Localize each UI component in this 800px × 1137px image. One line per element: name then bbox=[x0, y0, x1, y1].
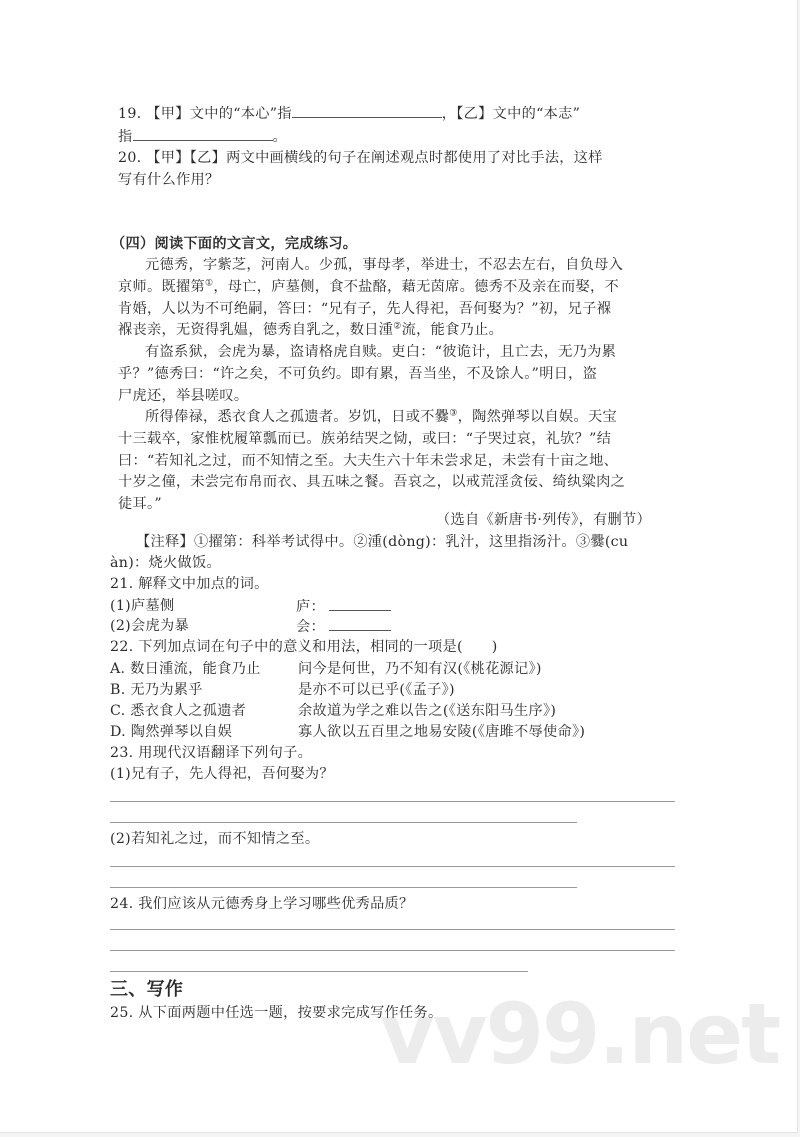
q22-option-a-right: 问今是何世，乃不知有汉(《桃花源记》) bbox=[298, 661, 542, 677]
q21-item-2-phrase: (2)会虎为暴 bbox=[110, 618, 189, 634]
q24-answer-line-3[interactable] bbox=[110, 971, 528, 972]
section-4-heading: （四）阅读下面的文言文，完成练习。 bbox=[111, 236, 358, 252]
q23-answer-line-1b[interactable] bbox=[110, 822, 577, 823]
q21-item-1-phrase: (1)庐墓侧 bbox=[110, 598, 175, 614]
q23-sentence-1: (1)兄有子，先人得祀，吾何娶为？ bbox=[110, 766, 334, 782]
q24-answer-line-1[interactable] bbox=[110, 929, 675, 930]
p1-l4-a: 褓丧亲，无资得乳媪，德秀自乳之，数日湩 bbox=[118, 322, 394, 338]
notes-line1: 【注释】①擢第：科举考试得中。②湩(dòng)：乳汁，这里指汤汁。③爨(cu bbox=[136, 534, 629, 550]
footnote-marker-3: ③ bbox=[449, 408, 458, 419]
passage-p3-line4: 十岁之僮，未尝完布帛而衣、具五味之餐。吾哀之，以戒荒淫贪佞、绮纨粱肉之 bbox=[118, 474, 626, 490]
q23-sentence-2: (2)若知礼之过，而不知情之至。 bbox=[110, 831, 320, 847]
passage-p1-line2 bbox=[118, 277, 619, 297]
q23-answer-line-1a[interactable] bbox=[110, 801, 675, 802]
p1-l4-b: 流，能食乃止。 bbox=[401, 322, 504, 338]
passage-p3-line2: 十三载卒，家惟枕履箪瓢而已。族弟结哭之恸，或曰：“子哭过哀，礼欤？”结 bbox=[118, 431, 612, 447]
q21-item-1 bbox=[296, 596, 391, 617]
question-25-stem: 25. 从下面两题中任选一题，按要求完成写作任务。 bbox=[110, 1005, 443, 1021]
passage-p1-line4 bbox=[118, 320, 503, 340]
p1-l2-b: ，母亡，庐墓侧，食不盐酪，藉无茵席。德秀不及亲在而娶，不 bbox=[213, 279, 619, 295]
question-20-line2: 写有什么作用？ bbox=[118, 172, 220, 188]
q23-answer-line-2a[interactable] bbox=[110, 866, 675, 867]
passage-p2-line2: 乎？”德秀曰：“许之矣，不可负约。即有累，吾当坐，不及馀人。”明日，盗 bbox=[118, 366, 598, 382]
watermark: vv99.net bbox=[380, 985, 780, 1083]
q21-item-2-word: 会： bbox=[296, 619, 325, 635]
p1-l2-a: 京师。既擢第 bbox=[118, 279, 205, 295]
passage-p2-line1: 有盗系狱，会虎为暴，盗请格虎自赎。吏白：“彼诡计，且亡去，无乃为累 bbox=[145, 344, 617, 360]
notes-line2: àn)：烧火做饭。 bbox=[110, 555, 221, 571]
q22-option-d-right: 寡人欲以五百里之地易安陵(《唐雎不辱使命》) bbox=[298, 724, 586, 740]
footnote-marker-2: ② bbox=[393, 321, 402, 332]
q24-answer-line-2[interactable] bbox=[110, 950, 675, 951]
q19-text-a: 19. 【甲】文中的“本心”指 bbox=[118, 106, 292, 122]
question-20-line1: 20. 【甲】【乙】两文中画横线的句子在阐述观点时都使用了对比手法，这样 bbox=[118, 150, 603, 166]
q22-option-a-left[interactable]: A. 数日湩流，能食乃止 bbox=[110, 661, 261, 677]
q22-option-b-left[interactable]: B. 无乃为累乎 bbox=[110, 682, 203, 698]
question-23-stem: 23. 用现代汉语翻译下列句子。 bbox=[110, 745, 313, 761]
passage-source: （选自《新唐书·列传》，有删节） bbox=[436, 512, 652, 528]
q19-text-c: 指 bbox=[118, 129, 133, 145]
question-24-stem: 24. 我们应该从元德秀身上学习哪些优秀品质？ bbox=[110, 896, 414, 912]
passage-p3-line1 bbox=[145, 407, 617, 427]
footnote-marker-1: ① bbox=[204, 278, 214, 289]
question-19-line1 bbox=[118, 103, 580, 124]
question-21-stem: 21. 解释文中加点的词。 bbox=[110, 576, 269, 592]
q22-option-b-right: 是亦不可以已乎(《孟子》) bbox=[298, 682, 455, 698]
q22-option-c-left[interactable]: C. 悉衣食人之孤遗者 bbox=[110, 703, 247, 719]
q21-answer-blank-1[interactable] bbox=[329, 596, 391, 611]
section-3-heading: 三、写作 bbox=[110, 979, 184, 1000]
q19-text-b: ，【乙】文中的“本志” bbox=[441, 106, 581, 122]
q23-answer-line-2b[interactable] bbox=[110, 887, 577, 888]
question-22-stem: 22. 下列加点词在句子中的意义和用法，相同的一项是( ) bbox=[110, 639, 498, 655]
passage-p3-line5: 徒耳。” bbox=[118, 496, 162, 512]
passage-p1-line3: 肯婚，人以为不可绝嗣，答曰：“兄有子，先人得祀，吾何娶为？”初，兄子褓 bbox=[118, 301, 612, 317]
p3-l1-b: ，陶然弹琴以自娱。天宝 bbox=[457, 409, 617, 425]
p3-l1-a: 所得俸禄，悉衣食人之孤遗者。岁饥，日或不爨 bbox=[145, 409, 450, 425]
question-19-line2 bbox=[118, 126, 287, 147]
passage-p1-line1: 元德秀，字紫芝，河南人。少孤，事母孝，举进士，不忍去左右，自负母入 bbox=[145, 257, 624, 273]
q21-item-1-word: 庐： bbox=[296, 599, 325, 615]
q22-option-c-right: 余故道为学之难以告之(《送东阳马生序》) bbox=[298, 703, 557, 719]
q19-answer-blank-2[interactable] bbox=[133, 126, 273, 141]
q21-item-2 bbox=[296, 616, 391, 637]
q19-answer-blank-1[interactable] bbox=[292, 103, 442, 118]
passage-p2-line3: 尸虎还，举县嗟叹。 bbox=[118, 388, 249, 404]
passage-p3-line3: 曰：“若知礼之过，而不知情之至。大夫生六十年未尝求足，未尝有十亩之地、 bbox=[118, 453, 619, 469]
q22-option-d-left[interactable]: D. 陶然弹琴以自娱 bbox=[110, 724, 233, 740]
q19-text-d: 。 bbox=[272, 129, 287, 145]
q21-answer-blank-2[interactable] bbox=[329, 616, 391, 631]
